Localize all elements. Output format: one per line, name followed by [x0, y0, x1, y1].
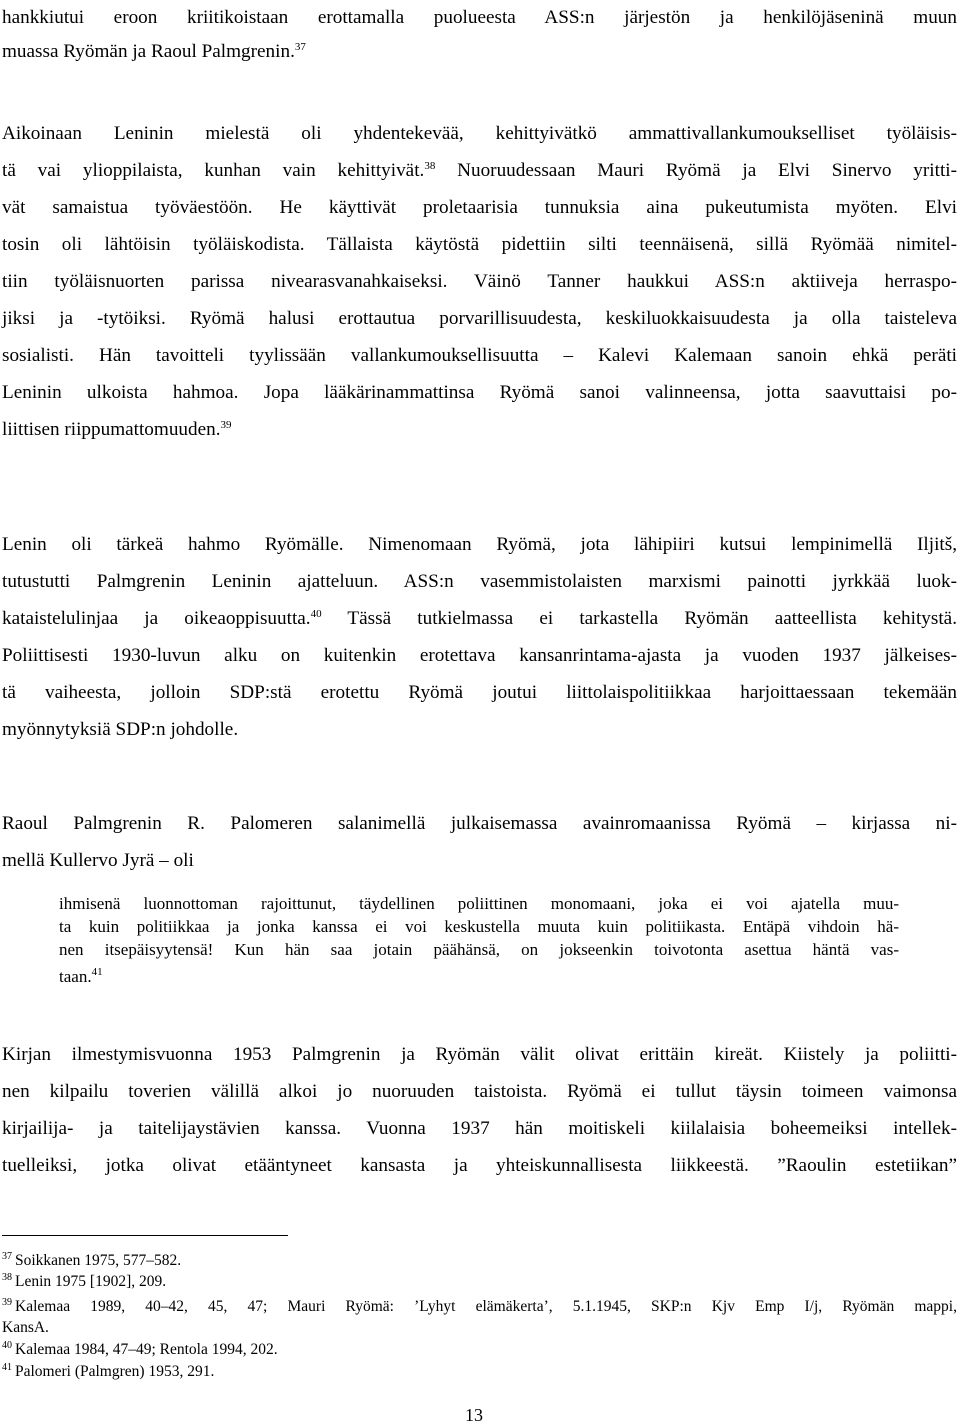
text-line: tä vaiheesta, jolloin SDP:stä erotettu Ryömä joutui liittolaispolitiikkaa harjoittaessaan tekemään — [2, 682, 957, 703]
text-line: kataistelulinjaa ja oikeaoppisuutta.$^{40}$ Tässä tutkielmassa ei tarkastella Ryömän aatteellista kehitystä. — [2, 608, 957, 629]
text-line: Poliittisesti 1930-luvun alku on kuitenkin erotettava kansanrintama-ajasta ja vuoden 1937 jälkeises- — [2, 645, 957, 666]
text-line: hankkiutui eroon kriitikoistaan erottamalla puolueesta ASS:n järjestön ja henkilöjäseninä muun — [2, 7, 957, 28]
text-line: Kirjan ilmestymisvuonna 1953 Palmgrenin ja Ryömän välit olivat erittäin kireät. Kiistely ja poliitti- — [2, 1044, 957, 1065]
footnote: $^{38}$ Lenin 1975 [1902], 209. — [2, 1272, 167, 1290]
footnote: $^{40}$ Kalemaa 1984, 47–49; Rentola 1994, 202. — [2, 1340, 278, 1358]
text-line: myönnytyksiä SDP:n johdolle. — [2, 719, 239, 740]
text-line: liittisen riippumattomuuden.$^{39}$ — [2, 419, 232, 440]
text-line: tosin oli lähtöisin työläiskodista. Tällaista käytöstä pidettiin silti teennäisenä, sillä Ryömää nimitel- — [2, 234, 957, 255]
text-line: tuelleiksi, jotka olivat etääntyneet kansasta ja yhteiskunnallisesta liikkeestä. ”Raoulin estetiikan” — [2, 1155, 957, 1176]
quote-line: ta kuin politiikkaa ja jonka kanssa ei voi keskustella muuta kuin politiikasta. Entäpä vihdoin hä- — [59, 917, 899, 936]
quote-line: taan.$^{41}$ — [59, 966, 103, 986]
footnote: $^{39}$ Kalemaa 1989, 40–42, 45, 47; Mauri Ryömä: ’Lyhyt elämäkerta’, 5.1.1945, SKP:n Kjv Emp I/j, Ryömän mappi, — [2, 1297, 957, 1315]
text-line: Lenin oli tärkeä hahmo Ryömälle. Nimenomaan Ryömä, jota lähipiiri kutsui lempinimellä Iljitš, — [2, 534, 957, 555]
footnote-separator — [2, 1235, 288, 1236]
page-number: 13 — [465, 1405, 483, 1425]
footnote: $^{37}$ Soikkanen 1975, 577–582. — [2, 1251, 182, 1269]
quote-line: ihmisenä luonnottoman rajoittunut, täydellinen poliittinen monomaani, joka ei voi ajatella muu- — [59, 894, 899, 913]
footnote-ref[interactable]: 38 — [424, 160, 436, 172]
text-line: kirjailija- ja taitelijaystävien kanssa. Vuonna 1937 hän moitiskeli kiilalaisia boheemeiksi intellek- — [2, 1118, 957, 1139]
quote-line: nen itsepäisyytensä! Kun hän saa jotain päähänsä, on jokseenkin toivotonta asettua häntä vas- — [59, 940, 899, 959]
text-line: sosialisti. Hän tavoitteli tyylissään vallankumouksellisuutta – Kalevi Kalemaan sanoin ehkä peräti — [2, 345, 957, 366]
text-line: tutustutti Palmgrenin Leninin ajatteluun. ASS:n vasemmistolaisten marxismi painotti jyrkkää luok- — [2, 571, 957, 592]
text-line: nen kilpailu toverien välillä alkoi jo nuoruuden taistoista. Ryömä ei tullut täysin toimeen vaimonsa — [2, 1081, 957, 1102]
text-line: tiin työläisnuorten parissa nivearasvanahkaiseksi. Väinö Tanner haukkui ASS:n aktiiveja herraspo- — [2, 271, 957, 292]
text-line: tä vai ylioppilaista, kunhan vain kehittyivät.$^{38}$ Nuoruudessaan Mauri Ryömä ja Elvi Sinervo yritti- — [2, 160, 957, 181]
footnote-ref[interactable]: 41 — [91, 966, 103, 978]
text-line: muassa Ryömän ja Raoul Palmgrenin.$^{37}$ — [2, 41, 306, 62]
footnote: $^{41}$ Palomeri (Palmgren) 1953, 291. — [2, 1362, 215, 1380]
text-line: Leninin ulkoista hahmoa. Jopa lääkärinammattinsa Ryömä sanoi valinneensa, jotta saavuttaisi po- — [2, 382, 957, 403]
text-line: Aikoinaan Leninin mielestä oli yhdentekevää, kehittyivätkö ammattivallankumoukselliset työläisis- — [2, 123, 957, 144]
footnote-ref[interactable]: 40 — [310, 608, 322, 620]
text-line: jiksi ja -tytöiksi. Ryömä halusi erottautua porvarillisuudesta, keskiluokkaisuudesta ja olla taisteleva — [2, 308, 957, 329]
text-line: Raoul Palmgrenin R. Palomeren salanimellä julkaisemassa avainromaanissa Ryömä – kirjassa ni- — [2, 813, 957, 834]
footnote: KansA. — [2, 1319, 49, 1336]
footnote-ref[interactable]: 37 — [294, 41, 306, 53]
text-line: vät samaistua työväestöön. He käyttivät proletaarisia tunnuksia aina pukeutumista myöten. Elvi — [2, 197, 957, 218]
text-line: mellä Kullervo Jyrä – oli — [2, 850, 194, 871]
footnote-ref[interactable]: 39 — [220, 419, 232, 431]
